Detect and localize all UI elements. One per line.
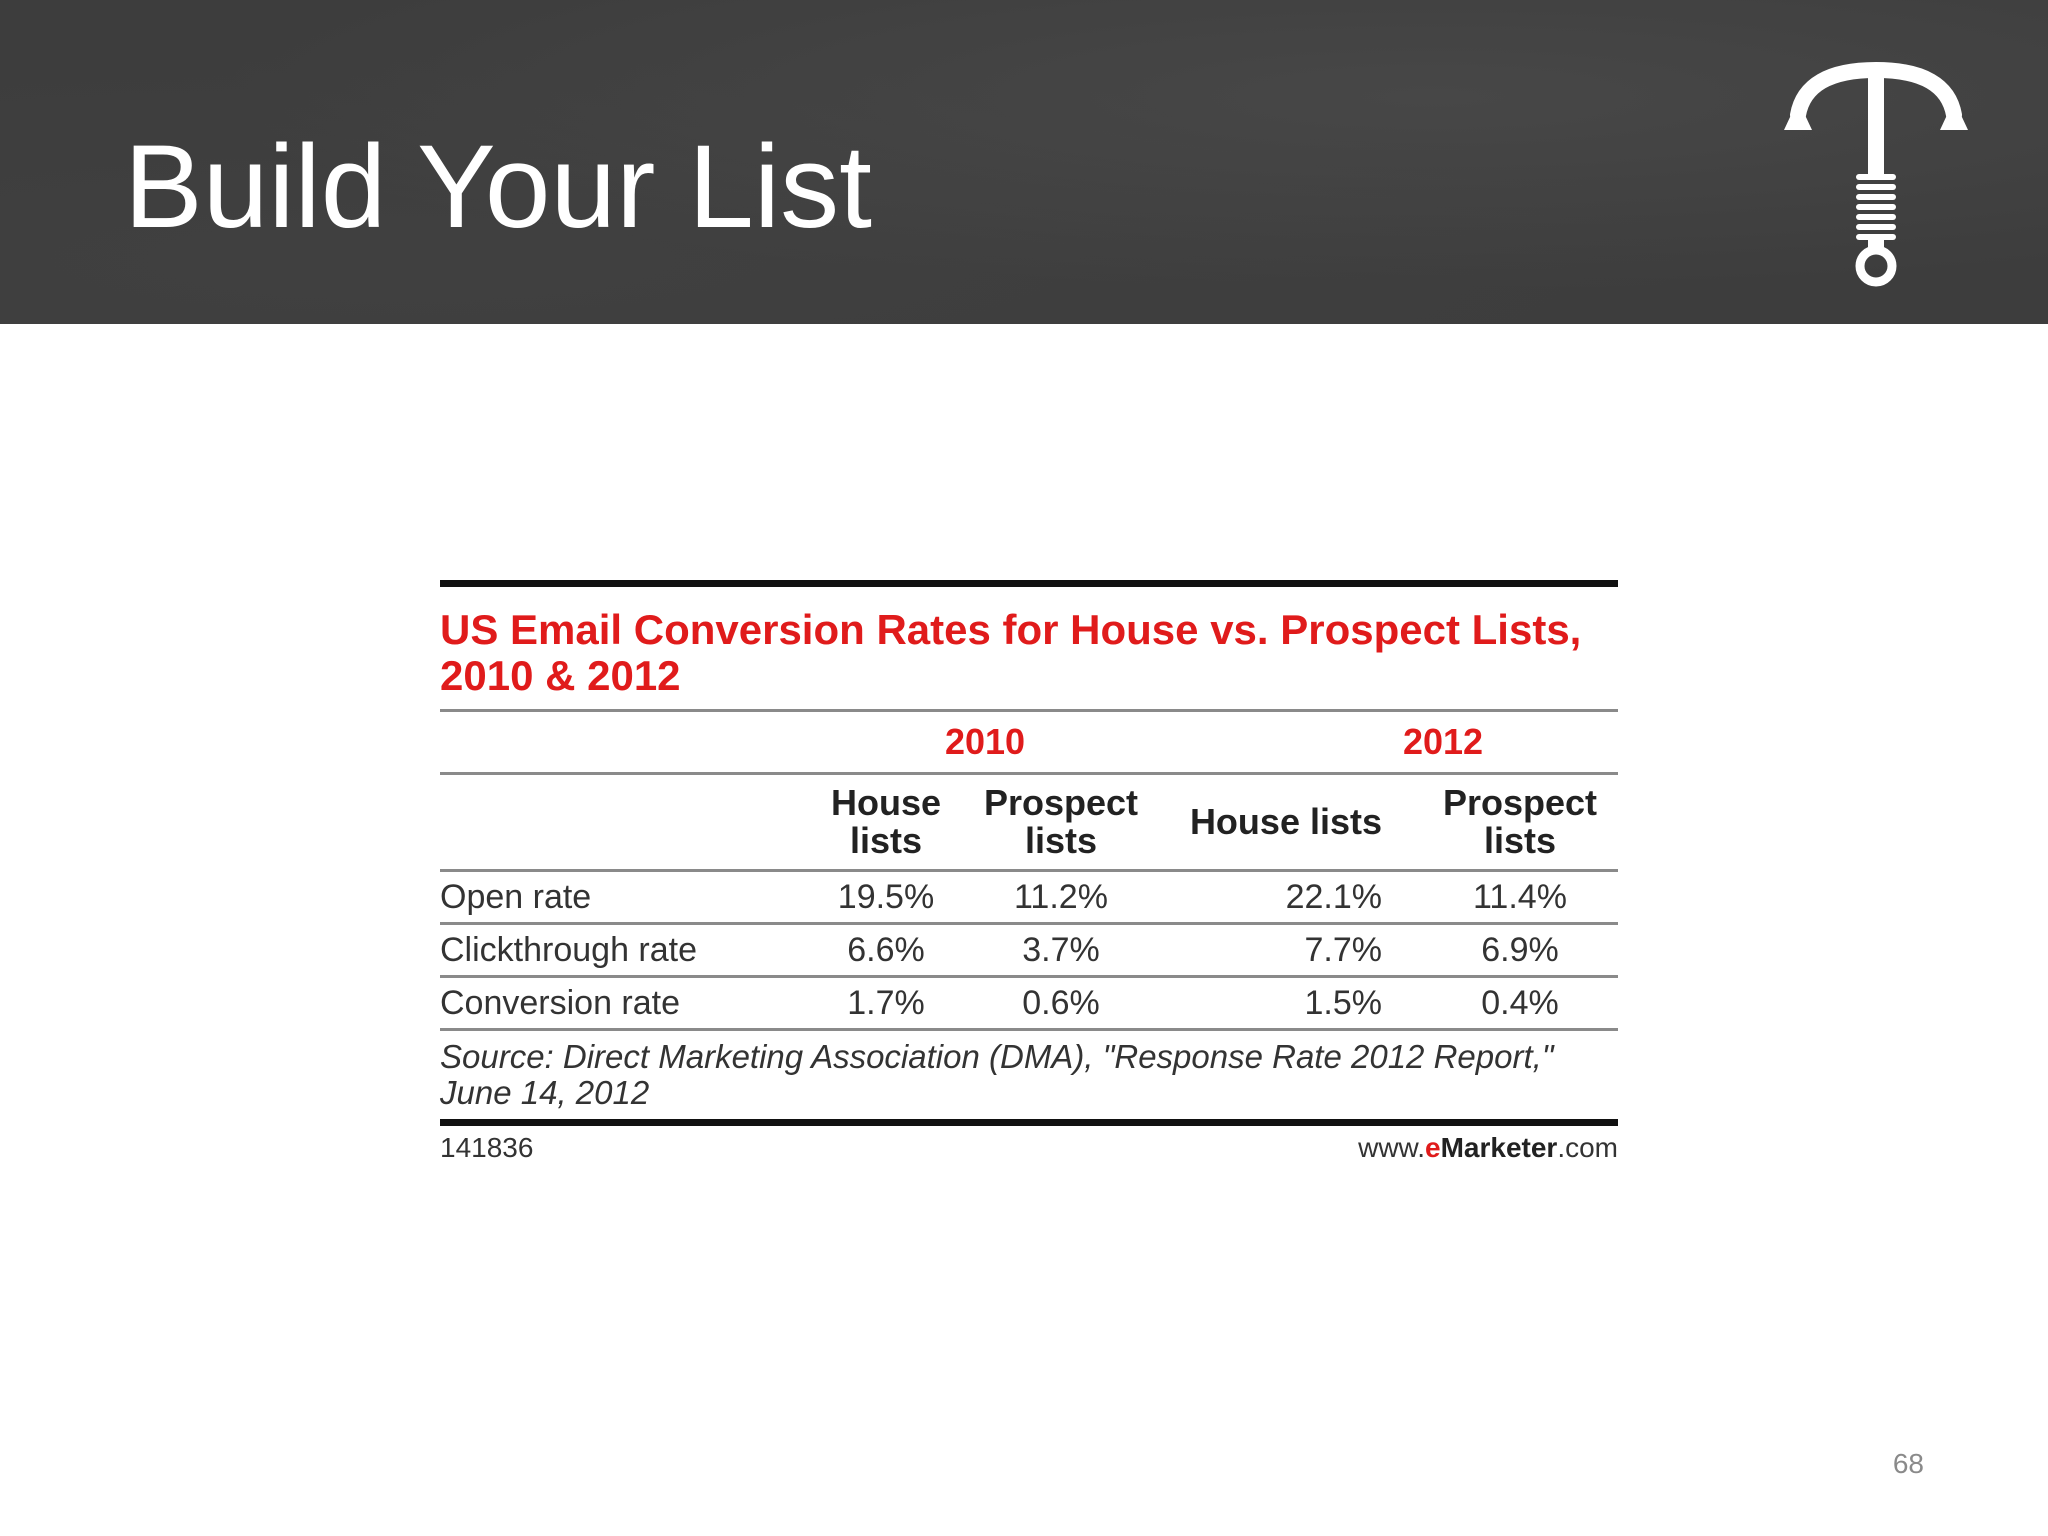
table-footer (440, 1126, 1618, 1170)
table-cell: 1.7% (847, 983, 925, 1022)
year-2010-label: 2010 (944, 721, 1026, 762)
page-number: 68 (1892, 1448, 1924, 1479)
column-header: Prospect lists (1442, 782, 1598, 861)
year-header-row (440, 712, 1618, 772)
table-cell: 7.7% (1304, 930, 1382, 969)
row-label: Open rate (440, 877, 592, 916)
column-header: Prospect lists (983, 782, 1139, 861)
table-cell: 19.5% (837, 877, 935, 916)
email-conversion-table (440, 580, 1618, 1170)
slide-title: Build Your List (124, 121, 872, 253)
table-cell: 11.4% (1473, 877, 1567, 916)
table-cell: 3.7% (1022, 930, 1100, 969)
table-cell: 22.1% (1285, 877, 1382, 916)
year-2012-label: 2012 (1402, 721, 1484, 762)
table-title: US Email Conversion Rates for House vs. Prospect Lists, 2010 & 2012 (440, 606, 1582, 699)
table-top-rule (440, 580, 1618, 587)
row-label: Conversion rate (440, 983, 681, 1022)
row-label: Clickthrough rate (440, 930, 698, 969)
table-cell: 1.5% (1304, 983, 1382, 1022)
table-row (440, 978, 1618, 1028)
table-cell: 6.9% (1481, 930, 1559, 969)
table-bottom-rule (440, 1119, 1618, 1126)
table-cell: 11.2% (1014, 877, 1108, 916)
anchor-hook-icon (1776, 60, 1976, 292)
table-cell: 0.4% (1481, 983, 1559, 1022)
column-header: House lists (830, 782, 942, 861)
slide-header (0, 0, 2048, 324)
table-row (440, 872, 1618, 922)
table-cell: 6.6% (847, 930, 925, 969)
column-header: House lists (1189, 801, 1382, 842)
source-note: Source: Direct Marketing Association (DMA), "Response Rate 2012 Report," June 14, 2012 (440, 1038, 1554, 1111)
url-suffix: .com (1557, 1132, 1618, 1163)
emarketer-url (1358, 1132, 1618, 1164)
url-prefix: www. (1358, 1132, 1425, 1163)
brand-e: e (1425, 1132, 1441, 1163)
column-header-row (440, 775, 1618, 869)
chart-id: 141836 (440, 1132, 534, 1163)
table-row (440, 925, 1618, 975)
table-cell: 0.6% (1022, 983, 1100, 1022)
brand-marketer: Marketer (1440, 1132, 1558, 1163)
